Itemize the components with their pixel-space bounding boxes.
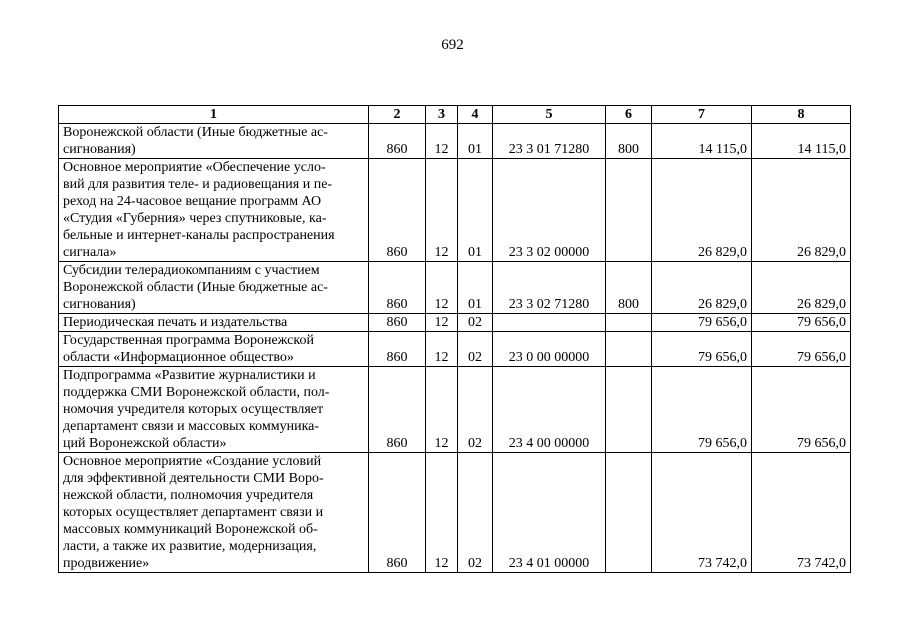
cell-section: 12 <box>426 159 458 262</box>
cell-ministry: 860 <box>369 314 426 332</box>
cell-section: 12 <box>426 453 458 573</box>
table-row <box>59 159 851 262</box>
cell-ministry: 860 <box>369 332 426 367</box>
cell-amount-7: 79 656,0 <box>652 367 752 453</box>
cell-section: 12 <box>426 124 458 159</box>
cell-target-article: 23 3 02 00000 <box>493 159 606 262</box>
cell-amount-8: 26 829,0 <box>752 159 851 262</box>
cell-section: 12 <box>426 332 458 367</box>
cell-expense-type <box>606 332 652 367</box>
column-header: 6 <box>606 106 652 124</box>
cell-expense-type <box>606 159 652 262</box>
cell-expense-type <box>606 367 652 453</box>
cell-amount-7: 26 829,0 <box>652 159 752 262</box>
row-name: Основное мероприятие «Обеспечение усло- вий для развития теле- и радиовещания и пе- реход на 24-часовое вещание программ АО «Студия «Губерния» через спутниковые, ка- бельные и интернет-каналы распространения сигнала» <box>59 159 369 262</box>
cell-ministry: 860 <box>369 367 426 453</box>
cell-amount-8: 26 829,0 <box>752 262 851 314</box>
cell-subsection: 02 <box>458 314 493 332</box>
cell-amount-7: 73 742,0 <box>652 453 752 573</box>
page-number: 692 <box>441 37 464 53</box>
cell-amount-7: 79 656,0 <box>652 314 752 332</box>
table-row <box>59 367 851 453</box>
table-row <box>59 314 851 332</box>
column-header: 5 <box>493 106 606 124</box>
cell-target-article: 23 3 02 71280 <box>493 262 606 314</box>
cell-section: 12 <box>426 367 458 453</box>
table-header-row <box>59 106 851 124</box>
cell-target-article: 23 3 01 71280 <box>493 124 606 159</box>
column-header: 7 <box>652 106 752 124</box>
cell-target-article: 23 4 01 00000 <box>493 453 606 573</box>
cell-subsection: 02 <box>458 332 493 367</box>
cell-amount-8: 79 656,0 <box>752 367 851 453</box>
column-header: 3 <box>426 106 458 124</box>
row-name: Воронежской области (Иные бюджетные ас- сигнования) <box>59 124 369 159</box>
cell-amount-8: 79 656,0 <box>752 332 851 367</box>
cell-amount-7: 79 656,0 <box>652 332 752 367</box>
table-row <box>59 262 851 314</box>
cell-amount-8: 14 115,0 <box>752 124 851 159</box>
cell-ministry: 860 <box>369 159 426 262</box>
cell-expense-type <box>606 453 652 573</box>
cell-amount-8: 79 656,0 <box>752 314 851 332</box>
cell-amount-7: 26 829,0 <box>652 262 752 314</box>
cell-section: 12 <box>426 314 458 332</box>
column-header: 8 <box>752 106 851 124</box>
cell-expense-type: 800 <box>606 262 652 314</box>
cell-subsection: 02 <box>458 453 493 573</box>
cell-amount-8: 73 742,0 <box>752 453 851 573</box>
row-name: Основное мероприятие «Создание условий для эффективной деятельности СМИ Воро- нежской области, полномочия учредителя которых осуществляет департамент связи и массовых коммуникаций Воронежской об- ласти, а также их развитие, модернизация, продвижение» <box>59 453 369 573</box>
row-name: Подпрограмма «Развитие журналистики и поддержка СМИ Воронежской области, пол- номочия учредителя которых осуществляет департамент связи и массовых коммуника- ций Воронежской области» <box>59 367 369 453</box>
cell-target-article <box>493 314 606 332</box>
cell-ministry: 860 <box>369 124 426 159</box>
column-header: 1 <box>59 106 369 124</box>
row-name: Субсидии телерадиокомпаниям с участием Воронежской области (Иные бюджетные ас- сигнования) <box>59 262 369 314</box>
cell-subsection: 01 <box>458 159 493 262</box>
cell-target-article: 23 0 00 00000 <box>493 332 606 367</box>
cell-ministry: 860 <box>369 262 426 314</box>
table-row <box>59 124 851 159</box>
cell-ministry: 860 <box>369 453 426 573</box>
row-name: Государственная программа Воронежской области «Информационное общество» <box>59 332 369 367</box>
table-row <box>59 453 851 573</box>
cell-section: 12 <box>426 262 458 314</box>
cell-amount-7: 14 115,0 <box>652 124 752 159</box>
cell-subsection: 01 <box>458 262 493 314</box>
cell-expense-type: 800 <box>606 124 652 159</box>
cell-expense-type <box>606 314 652 332</box>
table-row <box>59 332 851 367</box>
cell-target-article: 23 4 00 00000 <box>493 367 606 453</box>
cell-subsection: 01 <box>458 124 493 159</box>
row-name: Периодическая печать и издательства <box>59 314 369 332</box>
column-header: 2 <box>369 106 426 124</box>
cell-subsection: 02 <box>458 367 493 453</box>
budget-table <box>58 105 851 573</box>
column-header: 4 <box>458 106 493 124</box>
